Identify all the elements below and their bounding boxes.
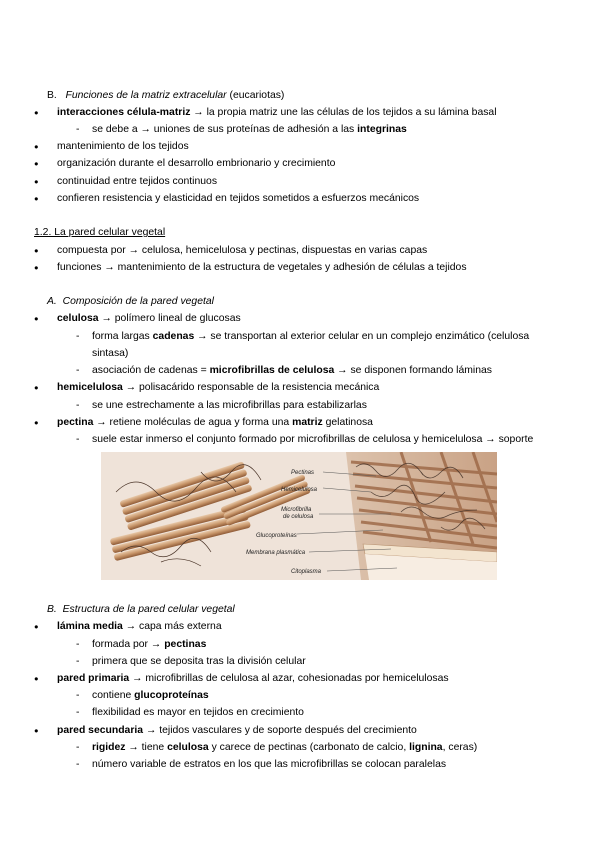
term: rigidez: [92, 742, 126, 753]
sub-list-item: [92, 364, 492, 378]
item-text: → tejidos vasculares y de soporte después del crecimiento: [143, 725, 417, 736]
section-heading: 1.2. La pared celular vegetal: [34, 227, 166, 238]
term: glucoproteínas: [134, 690, 209, 701]
term: celulosa: [57, 313, 99, 324]
item-text: → capa más externa: [122, 621, 222, 632]
term: microfibrillas de celulosa: [209, 365, 335, 376]
sub-list-item: - número variable de estratos en los que las microfibrillas se colocan paralelas: [92, 758, 446, 772]
item-text: → polímero lineal de glucosas: [98, 313, 241, 324]
term: lignina: [409, 742, 443, 753]
item-text: confieren resistencia y elasticidad en tejidos sometidos a esfuerzos mecánicos: [57, 193, 420, 204]
item-text: asociación de cadenas =: [92, 365, 210, 376]
section-heading: [47, 295, 214, 309]
cell-wall-diagram: [101, 452, 497, 580]
item-text: se debe a → uniones de sus proteínas de adhesión a las: [92, 124, 358, 135]
item-text: → microfibrillas de celulosa al azar, cohesionadas por hemicelulosas: [129, 673, 449, 684]
item-text: , ceras): [442, 742, 478, 753]
label-glucoproteinas: Glucoproteínas: [256, 533, 297, 539]
sub-list-item: [92, 689, 209, 703]
sub-list-item: - se une estrechamente a las microfibrillas para estabilizarlas: [92, 399, 367, 413]
label-de-celulosa: de celulosa: [283, 514, 314, 520]
item-text: organización durante el desarrollo embrionario y crecimiento: [57, 158, 336, 169]
list-item: [57, 416, 373, 430]
list-item: [57, 620, 222, 634]
heading-letter: B.: [47, 604, 57, 615]
label-microfibrilla: Microfibrilla: [281, 507, 312, 513]
heading-title: Composición de la pared vegetal: [62, 296, 214, 307]
heading-title: Funciones de la matriz extracelular: [65, 90, 227, 101]
sub-list-item: - primera que se deposita tras la división celular: [92, 655, 306, 669]
label-membrana: Membrana plasmática: [246, 550, 306, 556]
item-text: forma largas: [92, 331, 153, 342]
list-item: [57, 106, 497, 120]
sub-list-item: [92, 638, 206, 652]
heading-suffix: (eucariotas): [226, 90, 285, 101]
sub-list-item: - flexibilidad es mayor en tejidos en crecimiento: [92, 706, 304, 720]
sub-list-item: - suele estar inmerso el conjunto formado por microfibrillas de celulosa y hemicelulosa → soporte: [92, 433, 533, 447]
list-item: [57, 140, 189, 154]
term: celulosa: [167, 742, 209, 753]
list-item: [57, 312, 241, 326]
term: hemicelulosa: [57, 382, 123, 393]
heading-letter: B.: [47, 90, 57, 101]
cell-wall-illustration: [101, 452, 497, 580]
item-text: continuidad entre tejidos continuos: [57, 176, 218, 187]
heading-title: Estructura de la pared celular vegetal: [62, 604, 235, 615]
term: integrinas: [357, 124, 407, 135]
sub-list-item: [92, 741, 477, 755]
list-item: [57, 157, 335, 171]
term: cadenas: [152, 331, 195, 342]
item-text: gelatinosa: [322, 417, 373, 428]
list-item: [57, 724, 417, 738]
sub-list-item: [92, 330, 529, 344]
list-item: [57, 261, 467, 275]
item-text: y carece de pectinas (carbonato de calcio,: [208, 742, 410, 753]
term: pectina: [57, 417, 94, 428]
item-text: → tiene: [125, 742, 168, 753]
list-item: [57, 244, 427, 258]
sub-list-item-continuation: sintasa): [92, 348, 129, 359]
list-item: [57, 192, 419, 206]
heading-letter: A.: [47, 296, 57, 307]
item-text: → polisacárido responsable de la resistencia mecánica: [122, 382, 380, 393]
label-hemicelulosa: Hemicelulosa: [281, 487, 318, 493]
term: interacciones célula-matriz: [57, 107, 191, 118]
item-text: → retiene moléculas de agua y forma una: [93, 417, 293, 428]
label-citoplasma: Citoplasma: [291, 569, 322, 575]
term: matriz: [292, 417, 323, 428]
item-text: formada por →: [92, 639, 165, 650]
label-pectinas: Pectinas: [291, 470, 315, 476]
section-heading: [47, 603, 235, 617]
item-text: compuesta por → celulosa, hemicelulosa y pectinas, dispuestas en varias capas: [57, 245, 428, 256]
list-item: [57, 381, 379, 395]
section-heading: [47, 89, 284, 103]
item-text: → se transportan al exterior celular en un complejo enzimático (celulosa: [194, 331, 530, 342]
item-text: contiene: [92, 690, 135, 701]
item-text: funciones → mantenimiento de la estructura de vegetales y adhesión de células a tejidos: [57, 262, 467, 273]
term: pectinas: [164, 639, 207, 650]
sub-list-item: [92, 123, 407, 137]
term: pared secundaria: [57, 725, 144, 736]
list-item: [57, 175, 217, 189]
item-text: mantenimiento de los tejidos: [57, 141, 189, 152]
item-text: → la propia matriz une las células de los tejidos a su lámina basal: [190, 107, 497, 118]
term: pared primaria: [57, 673, 130, 684]
item-text: → se disponen formando láminas: [334, 365, 492, 376]
term: lámina media: [57, 621, 123, 632]
list-item: [57, 672, 449, 686]
